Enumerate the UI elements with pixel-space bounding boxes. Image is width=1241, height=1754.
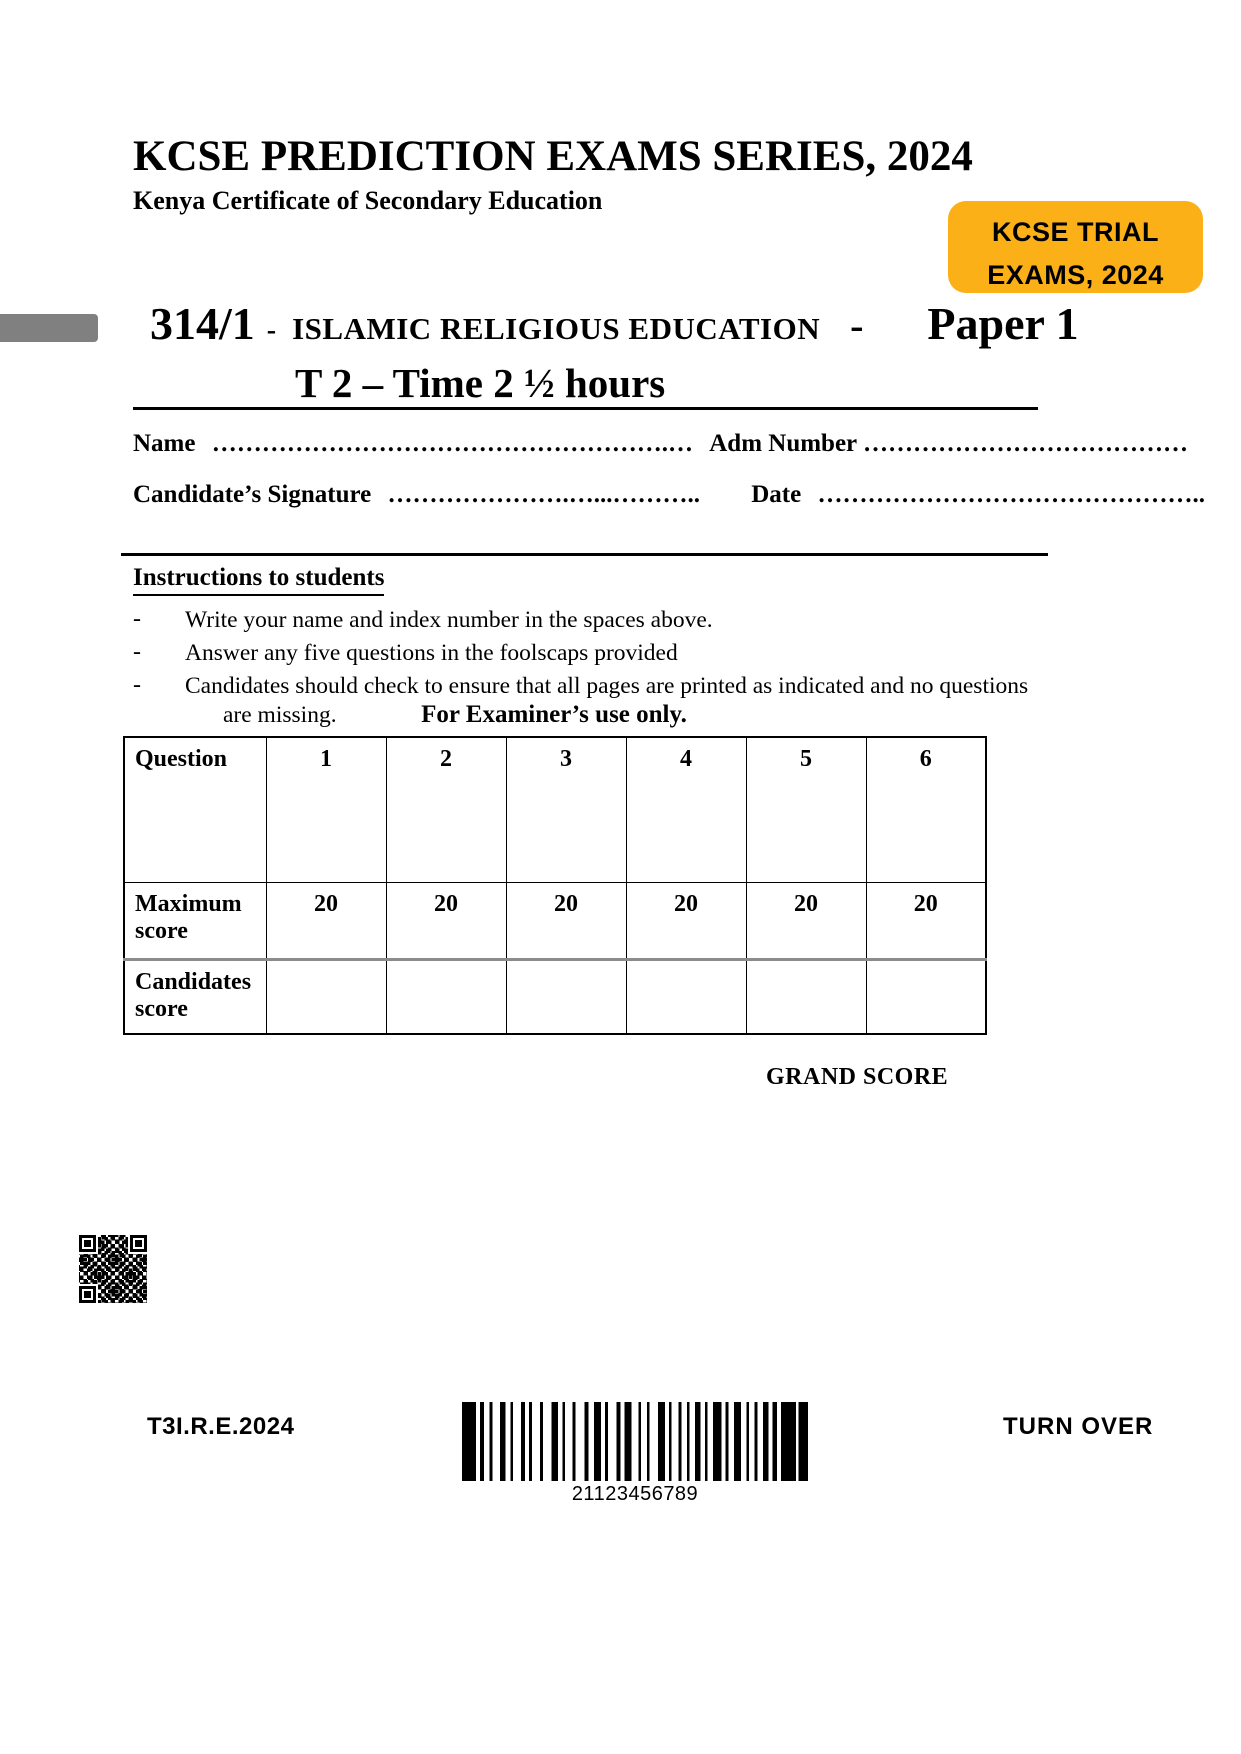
- page-title: KCSE PREDICTION EXAMS SERIES, 2024: [133, 133, 973, 180]
- turn-over-label: TURN OVER: [1003, 1413, 1154, 1440]
- signature-dotted-line: ………………….…...………..: [387, 481, 700, 508]
- instructions-heading: Instructions to students: [133, 564, 384, 596]
- instruction-text: Answer any five questions in the foolscaps provided: [185, 640, 678, 666]
- maximum-score-row: [124, 882, 986, 959]
- qr-code-icon: [77, 1233, 149, 1305]
- instruction-item: [133, 639, 1053, 668]
- examiner-caption: For Examiner’s use only.: [421, 701, 687, 728]
- instruction-text: Write your name and index number in the spaces above.: [185, 607, 713, 633]
- course-line: [150, 297, 1079, 350]
- time-allowed: T 2 – Time 2 ½ hours: [295, 360, 666, 406]
- question-number-cell: 6: [866, 737, 986, 882]
- candidate-score-cell: [386, 959, 506, 1034]
- badge-line1: KCSE TRIAL: [992, 217, 1159, 247]
- name-adm-row: [133, 430, 1188, 458]
- instruction-text: Candidates should check to ensure that all pages are printed as indicated and no questions are missing.: [185, 673, 1029, 728]
- question-header-cell: Question: [124, 737, 266, 882]
- signature-date-row: [133, 481, 1205, 509]
- signature-label: Candidate’s Signature: [133, 481, 372, 508]
- question-number-cell: 4: [626, 737, 746, 882]
- question-row: [124, 737, 986, 882]
- candidates-score-row: [124, 959, 986, 1034]
- date-dotted-line: ………………………………………..: [817, 481, 1205, 508]
- candidate-score-cell: [266, 959, 386, 1034]
- subject-name: ISLAMIC RELIGIOUS EDUCATION: [292, 311, 821, 346]
- max-score-cell: 20: [386, 882, 506, 959]
- qr-finder-icon: [130, 1235, 147, 1252]
- separator-dash: -: [266, 315, 277, 346]
- question-number-cell: 1: [266, 737, 386, 882]
- candidate-score-cell: [626, 959, 746, 1034]
- qr-finder-icon: [79, 1235, 96, 1252]
- badge-line2: EXAMS, 2024: [987, 260, 1164, 290]
- max-score-cell: 20: [266, 882, 386, 959]
- paper-code: 314/1: [150, 298, 255, 349]
- question-number-cell: 2: [386, 737, 506, 882]
- section-rule: [121, 553, 1048, 556]
- dash-marker: -: [133, 672, 141, 698]
- dash-marker: -: [133, 606, 141, 632]
- max-score-cell: 20: [746, 882, 866, 959]
- question-number-cell: 3: [506, 737, 626, 882]
- candidates-label-cell: Candidates score: [124, 959, 266, 1034]
- question-number-cell: 5: [746, 737, 866, 882]
- header-rule: [133, 407, 1038, 410]
- barcode-number: 21123456789: [571, 1483, 699, 1505]
- name-label: Name: [133, 430, 196, 457]
- barcode-icon: [462, 1402, 808, 1481]
- paper-number: Paper 1: [927, 298, 1079, 349]
- maximum-label-cell: Maximum score: [124, 882, 266, 959]
- date-label: Date: [751, 481, 802, 508]
- examiner-table: [123, 736, 987, 1035]
- max-score-cell: 20: [626, 882, 746, 959]
- qr-finder-icon: [79, 1286, 96, 1303]
- page-subtitle: Kenya Certificate of Secondary Education: [133, 186, 603, 215]
- adm-number-label: Adm Number: [709, 430, 857, 457]
- max-score-cell: 20: [866, 882, 986, 959]
- grand-score-label: GRAND SCORE: [766, 1064, 949, 1090]
- name-dotted-line: ……………………………………………….…: [211, 430, 693, 457]
- side-accent-bar: [0, 314, 98, 342]
- footer-paper-code: T3I.R.E.2024: [147, 1413, 295, 1440]
- max-score-cell: 20: [506, 882, 626, 959]
- candidate-score-cell: [506, 959, 626, 1034]
- instruction-item: [133, 606, 1053, 635]
- candidate-score-cell: [746, 959, 866, 1034]
- separator-dash: -: [850, 303, 864, 348]
- candidate-score-cell: [866, 959, 986, 1034]
- trial-exams-badge: [948, 201, 1203, 293]
- adm-dotted-line: …………………………………: [862, 430, 1188, 457]
- dash-marker: -: [133, 639, 141, 665]
